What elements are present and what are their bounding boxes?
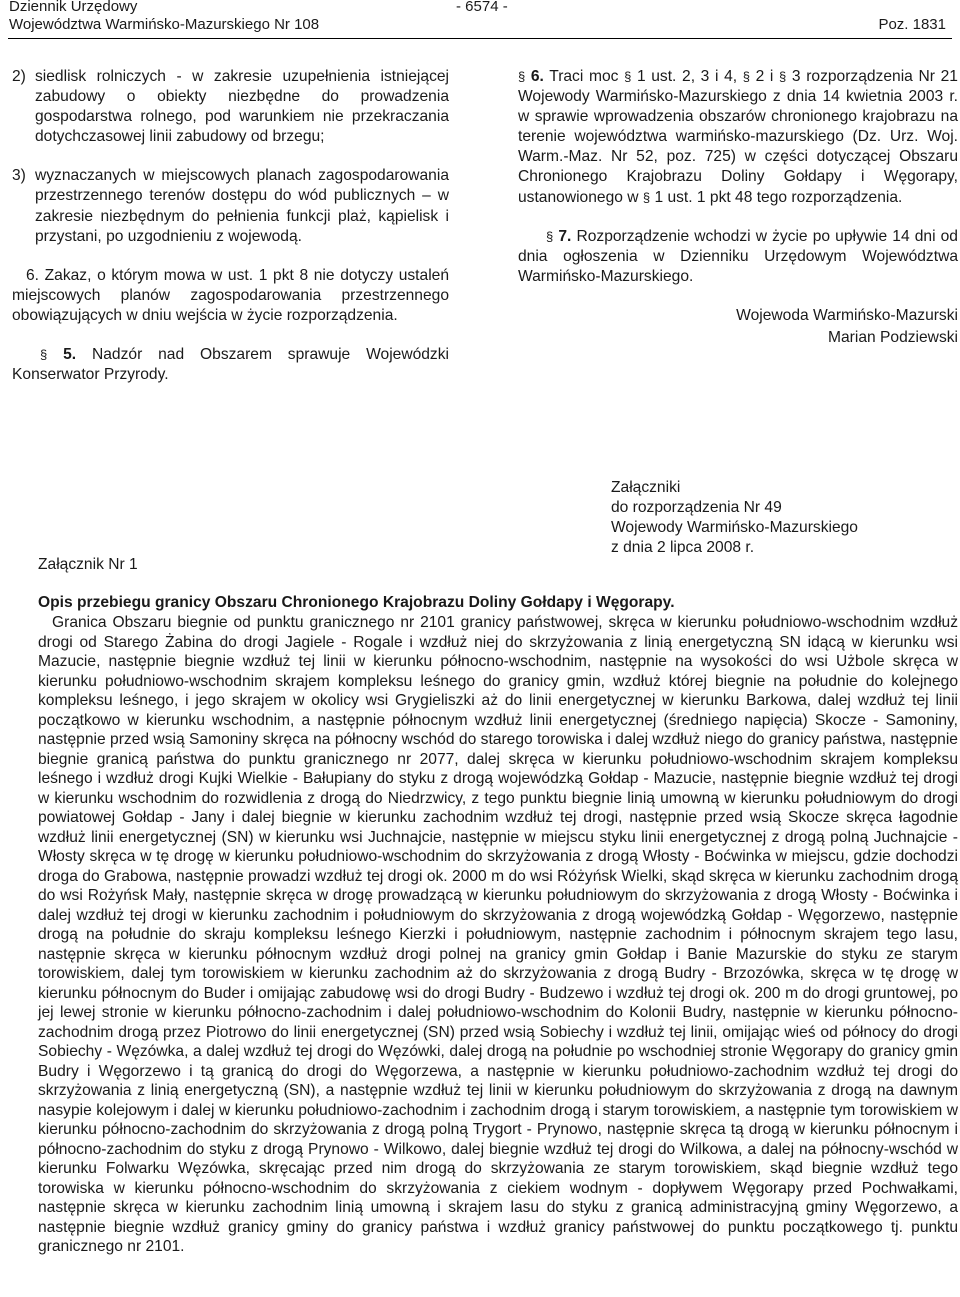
attachment-title: Opis przebiegu granicy Obszaru Chronionego Krajobrazu Doliny Gołdapy i Węgorapy. [38,594,675,611]
item-text: wyznaczanych w miejscowych planach zagospodarowania przestrzennego terenów dostępu do wód publicznych – w zakresie niezbędnym do pełnienia funkcji plaż, kąpielisk i przystani, po uzgodnieniu z wojewodą. [35,167,449,245]
item-text: siedlisk rolniczych - w zakresie uzupełnienia istniejącej zabudowy o obiekty niezbędne do prowadzenia gospodarstwa rolnego, pod warunkiem nie przekraczania dotychczasowej linii zabudowy od brzegu; [35,68,449,146]
section-number: 6. [530,68,544,85]
journal-subtitle: Województwa Warmińsko-Mazurskiego Nr 108 [9,16,320,33]
section-sign-icon: § [518,69,526,84]
section-sign-icon: § [742,69,750,84]
section-sign-icon: § [40,347,48,363]
section-sign-icon: § [546,228,554,244]
header-divider [8,38,952,39]
section-text: Rozporządzenie wchodzi w życie po upływie 14 dni od dnia ogłoszenia w Dzienniku Urzędowym Województwa Warmińsko-Mazurskiego. [518,227,958,285]
signature-name: Marian Podziewski [828,329,958,347]
section-7 [518,227,958,287]
list-item-2 [12,67,449,147]
attachment-label: Załącznik Nr 1 [38,556,138,573]
section-number: 7. [558,227,572,245]
attachments-line: z dnia 2 lipca 2008 r. [611,539,755,556]
section-6 [518,67,958,208]
section-sign-icon: § [779,69,787,84]
section-5 [12,345,449,385]
right-column [518,67,958,348]
paragraph-6: 6. Zakaz, o którym mowa w ust. 1 pkt 8 nie dotyczy ustaleń miejscowych planów zagospodarowania przestrzennego obowiązujących w dniu wejścia w życie rozporządzenia. [12,266,449,324]
attachments-line: do rozporządzenia Nr 49 [611,499,782,516]
section-text: Nadzór nad Obszarem sprawuje Wojewódzki Konserwator Przyrody. [12,346,449,384]
item-number: 2) [12,68,26,85]
section-text: 1 ust. 1 pkt 48 tego rozporządzenia. [654,188,903,206]
attachments-line: Wojewody Warmińsko-Mazurskiego [611,519,858,536]
section-text: 3 rozporządzenia Nr 21 Wojewody Warmińsko-Mazurskiego z dnia 14 kwietnia 2003 r. w sprawie wprowadzenia obszarów chronionego krajobrazu na terenie województwa warmińsko-mazurskiego (Dz. Urz. Woj. Warm.-Maz. Nr 52, poz. 725) w części dotyczącej Obszaru Chronionego Krajobrazu Doliny Gołdapy i Węgorapy, ustanowionego w [518,68,958,206]
section-number: 5. [63,346,77,364]
journal-title: Dziennik Urzędowy [9,0,138,15]
position-number: Poz. 1831 [878,16,946,33]
left-column [12,67,449,385]
section-sign-icon: § [642,189,651,205]
section-sign-icon: § [624,69,632,84]
signature-role: Wojewoda Warmińsko-Mazurski [736,306,958,324]
page-number: - 6574 - [456,0,508,15]
attachments-line: Załączniki [611,479,681,496]
list-item-3 [12,166,449,246]
section-text: Traci moc [549,68,619,85]
section-text: 1 ust. 2, 3 i 4, [636,68,738,85]
section-text: 2 i [755,68,774,85]
attachment-body [38,613,958,1257]
attachment-paragraph: Granica Obszaru biegnie od punktu granicznego nr 2101 granicy państwowej, skręca w kierunku południowo-wschodnim wzdłuż drogi od Starego Żabina do drogi Jagiele - Rogale i wzdłuż niej do skrzyżowania z linią energetyczną SN idącą w kierunku wsi Mazucie, następnie biegnie wzdłuż tej linii w kierunku północno-wschodnim, następnie na wysokości do wsi Użbole skręca w kierunku południowo-wschodnim skrajem kompleksu leśnego do granicy gmin, wzdłuż której biegnie na południe do kolejnego kompleksu leśnego, i jego skrajem w okolicy wsi Grygieliszki aż do linii energetycznej w kierunku Barkowa, dalej wzdłuż tej linii początkowo w kierunku wschodnim, a następnie północnym wzdłuż linii energetycznej (średniego napięcia) Skocze - Samoniny, następnie przed wsią Samoniny skręca na północny wschód do starego torowiska i dalej wzdłuż niego do granicy państwa, następnie biegnie granicą państwa do punktu granicznego nr 2077, dalej skręca w kierunku południowo-wschodnim skrajem kompleksu leśnego i wzdłuż drogi Kujki Wielkie - Bałupiany do styku z drogą wojewódzką Gołdap - Mazucie, następnie biegnie wzdłuż tej drogi w kierunku wschodnim do rozwidlenia z drogą do Niedrzwicy, z tego punktu biegnie linią umowną w kierunku południowym do drogi powiatowej Gołdap - Jany i dalej biegnie w kierunku zachodnim wzdłuż tej drogi, następnie przed wsią Skocze skręca łagodnie wzdłuż linii energetycznej (SN) w kierunku wsi Juchnajcie, następnie w miejscu styku linii energetycznej z drogą polną Juchnajcie - Włosty skręca w tę drogę w kierunku południowo-wschodnim do skrzyżowania z drogą Włosty - Boćwinka w miejscu, gdzie dochodzi droga do Grabowa, następnie prowadzi wzdłuż tej drogi ok. 2000 m do wsi Różyńsk Wielki, skąd skręca w kierunku zachodnim drogą do wsi Rożyńsk Mały, następnie skręca w drogę prowadzącą w kierunku południowym do skrzyżowania z drogą Włosty - Boćwinka i dalej wzdłuż tej drogi w kierunku zachodnim i południowym do skrzyżowania z drogą wojewódzką Gołdap - Węgorzewo, następnie drogą na południe do skraju kompleksu leśnego Kierzki i południowym, następnie zachodnim i północnym skrajem tego lasu, następnie skręca w kierunku północnym wzdłuż drogi polnej na granicy gmin Gołdap i Banie Mazurskie do styku ze starym torowiskiem, dalej tym torowiskiem w kierunku zachodnim aż do skrzyżowania z drogą Budry - Brzozówka, skręca w tę drogę w kierunku północnym do Buder i omijając zabudowę wsi do drogi Budry - Budzewo i wzdłuż tej drogi ok. 200 m do drogi gruntowej, po jej lewej stronie w kierunku północno-zachodnim i dalej południowo-wschodnim do Kolonii Budry, następnie w kierunku północno-zachodnim drogą przez Piotrowo do linii energetycznej (SN) przed wsią Sobiechy i wzdłuż tej linii, omijając wieś od północy do drogi Sobiechy - Węzówka, a dalej wzdłuż tej drogi do Węzówki, dalej drogą na południe po wschodniej stronie Węgorapy do granicy gmin Budry i Węgorzewo i tą granicą do drogi do Węgorzewa, a następnie w kierunku południowo-zachodnim wzdłuż tej drogi do skrzyżowania z linią energetyczną (SN), a następnie wzdłuż tej linii w kierunku południowym do skrzyżowania z drogą na dawnym nasypie kolejowym i dalej w kierunku południowo-zachodnim i zachodnim drogą i starym torowiskiem, a następnie tym torowiskiem w kierunku północno-zachodnim do skrzyżowania z drogą polną Trygort - Prynowo, następnie skręca tą drogą w kierunku północnym i północno-zachodnim do styku z drogą Prynowo - Wilkowo, dalej biegnie wzdłuż tej drogi do Wilkowa, a dalej na północny-wschód w kierunku Folwarku Węzówka, skręcając przed nim drogą do skrzyżowania ze starym torowiskiem, skąd biegnie wzdłuż tego torowiska w kierunku północno-wschodnim do skrzyżowania z ciekiem wodnym - dopływem Węgorapy przed Pochwałkami, następnie skręca w kierunku zachodnim linią umowną i skrajem lasu do styku z granicą administracyjną gminy Węgorzewo, a następnie biegnie wzdłuż granicy gminy do granicy państwa i wzdłuż granicy państwowej do punktu początkowego tj. punktu granicznego nr 2101. [38,614,958,1255]
attachments-header [611,478,956,558]
item-number: 3) [12,167,26,185]
